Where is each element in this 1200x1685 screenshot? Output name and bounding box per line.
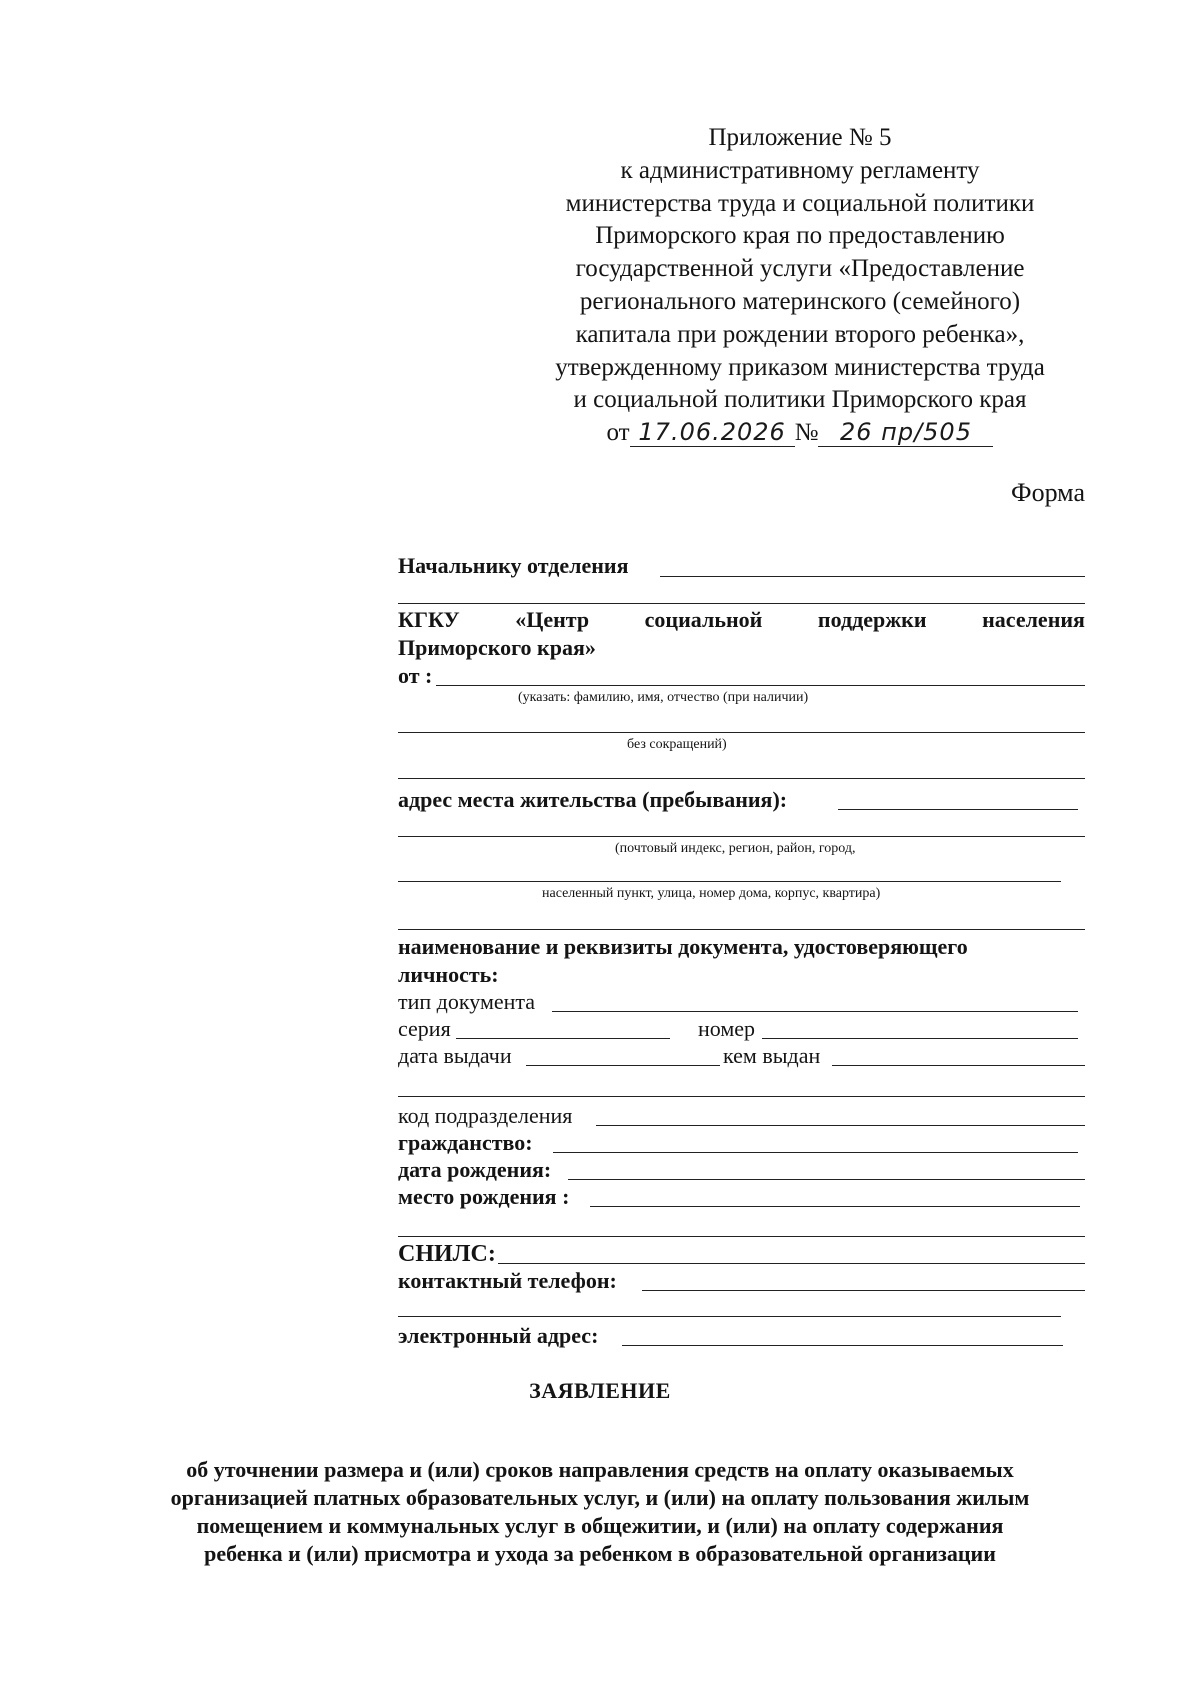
header-line: государственной услуги «Предоставление <box>575 255 1025 283</box>
statement-subtitle <box>110 1456 1090 1568</box>
series-label: серия <box>398 1016 451 1041</box>
order-date <box>630 419 795 447</box>
phone-label: контактный телефон: <box>398 1268 617 1293</box>
number-field[interactable] <box>762 1038 1078 1039</box>
address-field-line[interactable] <box>838 809 1078 810</box>
birth-place-field[interactable] <box>590 1206 1080 1207</box>
birth-date-field[interactable] <box>568 1179 1085 1180</box>
email-label: электронный адрес: <box>398 1323 599 1348</box>
head-field-line[interactable] <box>660 576 1085 577</box>
id-document-label-2: личность: <box>398 962 499 987</box>
from-field-line[interactable] <box>436 685 1085 686</box>
header-line: Приложение № 5 <box>708 124 892 151</box>
from-field-line-2[interactable] <box>398 732 1085 733</box>
address-label: адрес места жительства (пребывания): <box>398 787 788 812</box>
id-document-label: наименование и реквизиты документа, удостоверяющего <box>398 934 968 959</box>
issued-by-label: кем выдан <box>723 1043 821 1068</box>
number-prefix: № <box>794 419 819 447</box>
subtitle-line: ребенка и (или) присмотра и ухода за ребенком в образовательной организации <box>204 1541 996 1566</box>
order-date-line <box>515 417 1085 450</box>
issued-by-field-2[interactable] <box>398 1096 1085 1097</box>
address-field-line-3[interactable] <box>398 881 1061 882</box>
form-label: Форма <box>1011 478 1085 507</box>
date-prefix: от <box>606 419 630 447</box>
statement-title: ЗАЯВЛЕНИЕ <box>529 1378 671 1403</box>
issued-by-field[interactable] <box>832 1065 1085 1066</box>
citizenship-field[interactable] <box>553 1152 1078 1153</box>
birth-date-label: дата рождения: <box>398 1157 552 1182</box>
handwritten-number: 26 пр/505 <box>839 418 972 447</box>
from-hint-2: без сокращений) <box>627 737 727 752</box>
header-line: утвержденному приказом министерства труда <box>555 353 1045 381</box>
kgku-word: КГКУ <box>398 607 460 632</box>
kgku-line-2: Приморского края» <box>398 635 596 660</box>
from-hint: (указать: фамилию, имя, отчество (при наличии) <box>518 690 809 705</box>
kgku-word: населения <box>982 607 1085 632</box>
snils-label: СНИЛС: <box>398 1241 496 1267</box>
address-field-line-2[interactable] <box>398 836 1085 837</box>
citizenship-label: гражданство: <box>398 1130 533 1155</box>
dept-code-field[interactable] <box>596 1125 1085 1126</box>
phone-field[interactable] <box>642 1290 1085 1291</box>
birth-place-label: место рождения : <box>398 1184 570 1209</box>
head-field-line-2[interactable] <box>398 603 1085 604</box>
header-line: министерства труда и социальной политики <box>565 189 1035 217</box>
header-line: регионального материнского (семейного) <box>579 287 1021 315</box>
from-label: от : <box>398 663 433 688</box>
kgku-word: поддержки <box>817 607 927 632</box>
kgku-word: социальной <box>644 607 763 632</box>
kgku-word: «Центр <box>515 607 590 632</box>
appendix-header <box>515 122 1085 450</box>
email-field[interactable] <box>622 1345 1063 1346</box>
doc-type-field[interactable] <box>552 1011 1078 1012</box>
header-line: капитала при рождении второго ребенка», <box>575 320 1025 348</box>
header-line: и социальной политики Приморского края <box>573 386 1027 414</box>
snils-field[interactable] <box>498 1263 1085 1264</box>
doc-type-label: тип документа <box>398 989 536 1014</box>
dept-code-label: код подразделения <box>398 1103 573 1128</box>
address-field-line-4[interactable] <box>398 929 1085 930</box>
address-hint-2: населенный пункт, улица, номер дома, корпус, квартира) <box>542 886 881 901</box>
from-field-line-3[interactable] <box>398 778 1085 779</box>
number-label: номер <box>698 1016 756 1041</box>
birth-place-field-2[interactable] <box>398 1236 1085 1237</box>
head-label: Начальнику отделения <box>398 553 629 578</box>
header-line: к административному регламенту <box>620 156 980 184</box>
order-number <box>818 419 993 447</box>
issue-date-label: дата выдачи <box>398 1043 512 1068</box>
subtitle-line: об уточнении размера и (или) сроков направления средств на оплату оказываемых <box>186 1457 1014 1482</box>
issue-date-field[interactable] <box>526 1065 720 1066</box>
kgku-line <box>398 607 1085 633</box>
series-field[interactable] <box>456 1038 670 1039</box>
header-line: Приморского края по предоставлению <box>595 222 1005 250</box>
subtitle-line: организацией платных образовательных услуг, и (или) на оплату пользования жилым <box>170 1485 1030 1510</box>
handwritten-date: 17.06.2026 <box>638 418 786 447</box>
address-hint: (почтовый индекс, регион, район, город, <box>615 841 856 856</box>
phone-field-2[interactable] <box>398 1316 1061 1317</box>
subtitle-line: помещением и коммунальных услуг в общежитии, и (или) на оплату содержания <box>196 1513 1004 1538</box>
